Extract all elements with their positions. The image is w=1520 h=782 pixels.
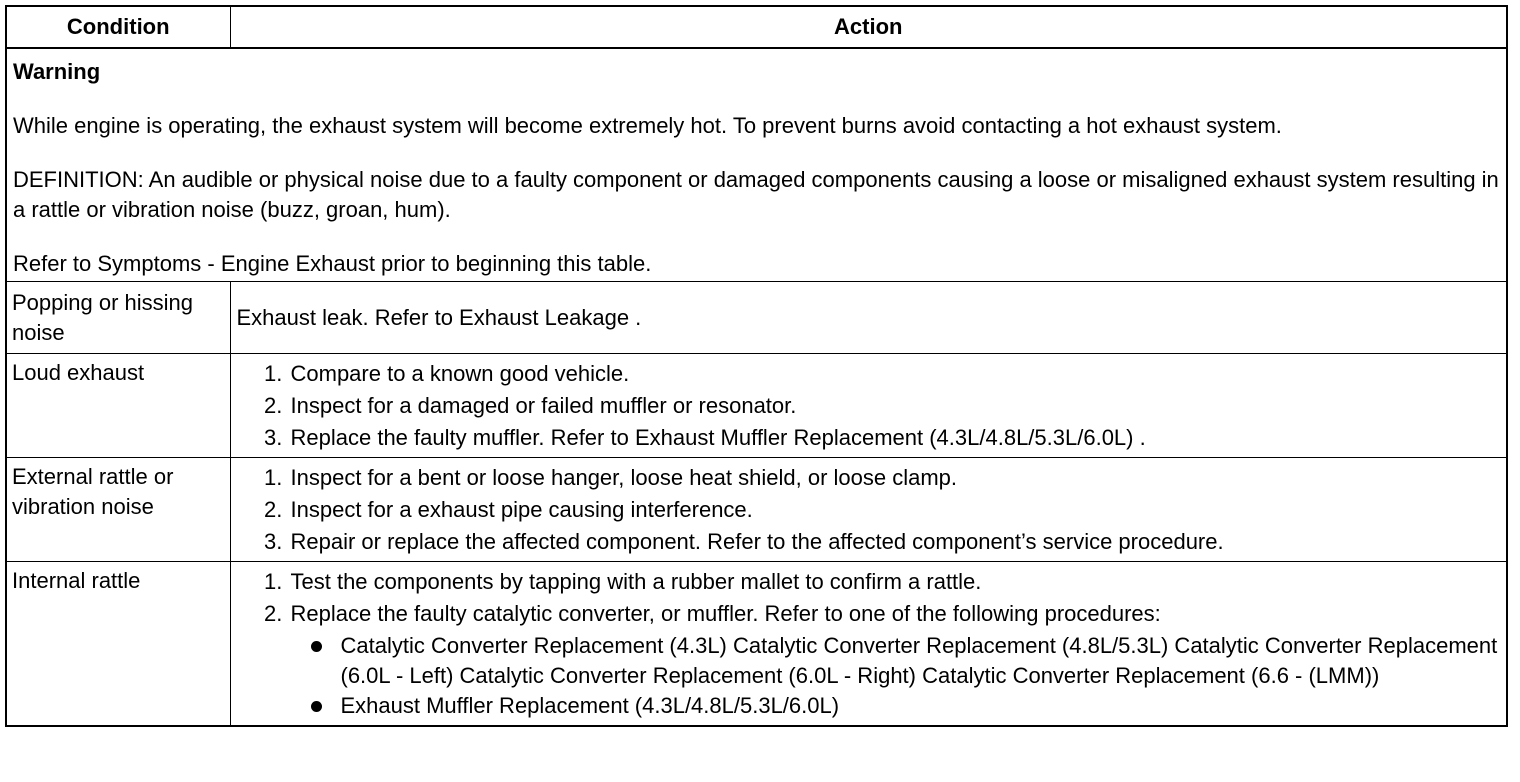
list-item: 3. Replace the faulty muffler. Refer to Exhaust Muffler Replacement (4.3L/4.8L/5.3L/6.0L) .: [289, 423, 1503, 453]
warning-title: Warning: [13, 59, 101, 84]
step-text: Replace the faulty catalytic converter, or muffler. Refer to one of the following procedures:: [290, 601, 1161, 626]
action-cell: [230, 562, 1507, 727]
list-item: [339, 691, 1503, 721]
general-info-cell: [6, 48, 1507, 282]
list-item: 2. Inspect for a exhaust pipe causing interference.: [289, 495, 1503, 525]
diagnostic-table: [5, 5, 1508, 727]
condition-header: Condition: [6, 6, 230, 48]
action-header: Action: [230, 6, 1507, 48]
refer-text: Refer to Symptoms - Engine Exhaust prior to beginning this table.: [13, 251, 652, 276]
table-row: [6, 458, 1507, 562]
list-item: 3. Repair or replace the affected component. Refer to the affected component’s service procedure.: [289, 527, 1503, 557]
action-cell: [230, 458, 1507, 562]
header-row: [6, 6, 1507, 48]
procedure-list: [291, 631, 1503, 721]
step-list: [235, 463, 1503, 557]
condition-cell: Loud exhaust: [6, 354, 230, 458]
list-item: [289, 599, 1503, 721]
definition-text: DEFINITION: An audible or physical noise due to a faulty component or damaged components causing a loose or misaligned exhaust system resulting in a rattle or vibration noise (buzz, groan, hum).: [13, 167, 1499, 222]
action-cell: [230, 354, 1507, 458]
list-item: 1. Test the components by tapping with a rubber mallet to confirm a rattle.: [289, 567, 1503, 597]
bullet-icon: [311, 701, 322, 712]
bullet-icon: [311, 641, 322, 652]
condition-cell: External rattle or vibration noise: [6, 458, 230, 562]
action-cell: Exhaust leak. Refer to Exhaust Leakage .: [230, 282, 1507, 354]
step-list: [235, 567, 1503, 721]
list-item: 1. Compare to a known good vehicle.: [289, 359, 1503, 389]
general-info-row: [6, 48, 1507, 282]
list-item: [339, 631, 1503, 691]
table-row: [6, 562, 1507, 727]
table-row: [6, 282, 1507, 354]
condition-cell: Internal rattle: [6, 562, 230, 727]
procedure-link[interactable]: Catalytic Converter Replacement (4.3L) Catalytic Converter Replacement (4.8L/5.3L) Catalytic Converter Replacement (6.0L - Left) Catalytic Converter Replacement (6.0L - Right) Catalytic Converter Replacement (6.6 - (LMM)): [340, 633, 1498, 688]
condition-cell: Popping or hissing noise: [6, 282, 230, 354]
step-list: [235, 359, 1503, 453]
warning-text: While engine is operating, the exhaust system will become extremely hot. To prevent burns avoid contacting a hot exhaust system.: [13, 113, 1282, 138]
list-item: 1. Inspect for a bent or loose hanger, loose heat shield, or loose clamp.: [289, 463, 1503, 493]
procedure-link[interactable]: Exhaust Muffler Replacement (4.3L/4.8L/5.3L/6.0L): [340, 693, 840, 718]
table-row: [6, 354, 1507, 458]
list-item: 2. Inspect for a damaged or failed muffler or resonator.: [289, 391, 1503, 421]
